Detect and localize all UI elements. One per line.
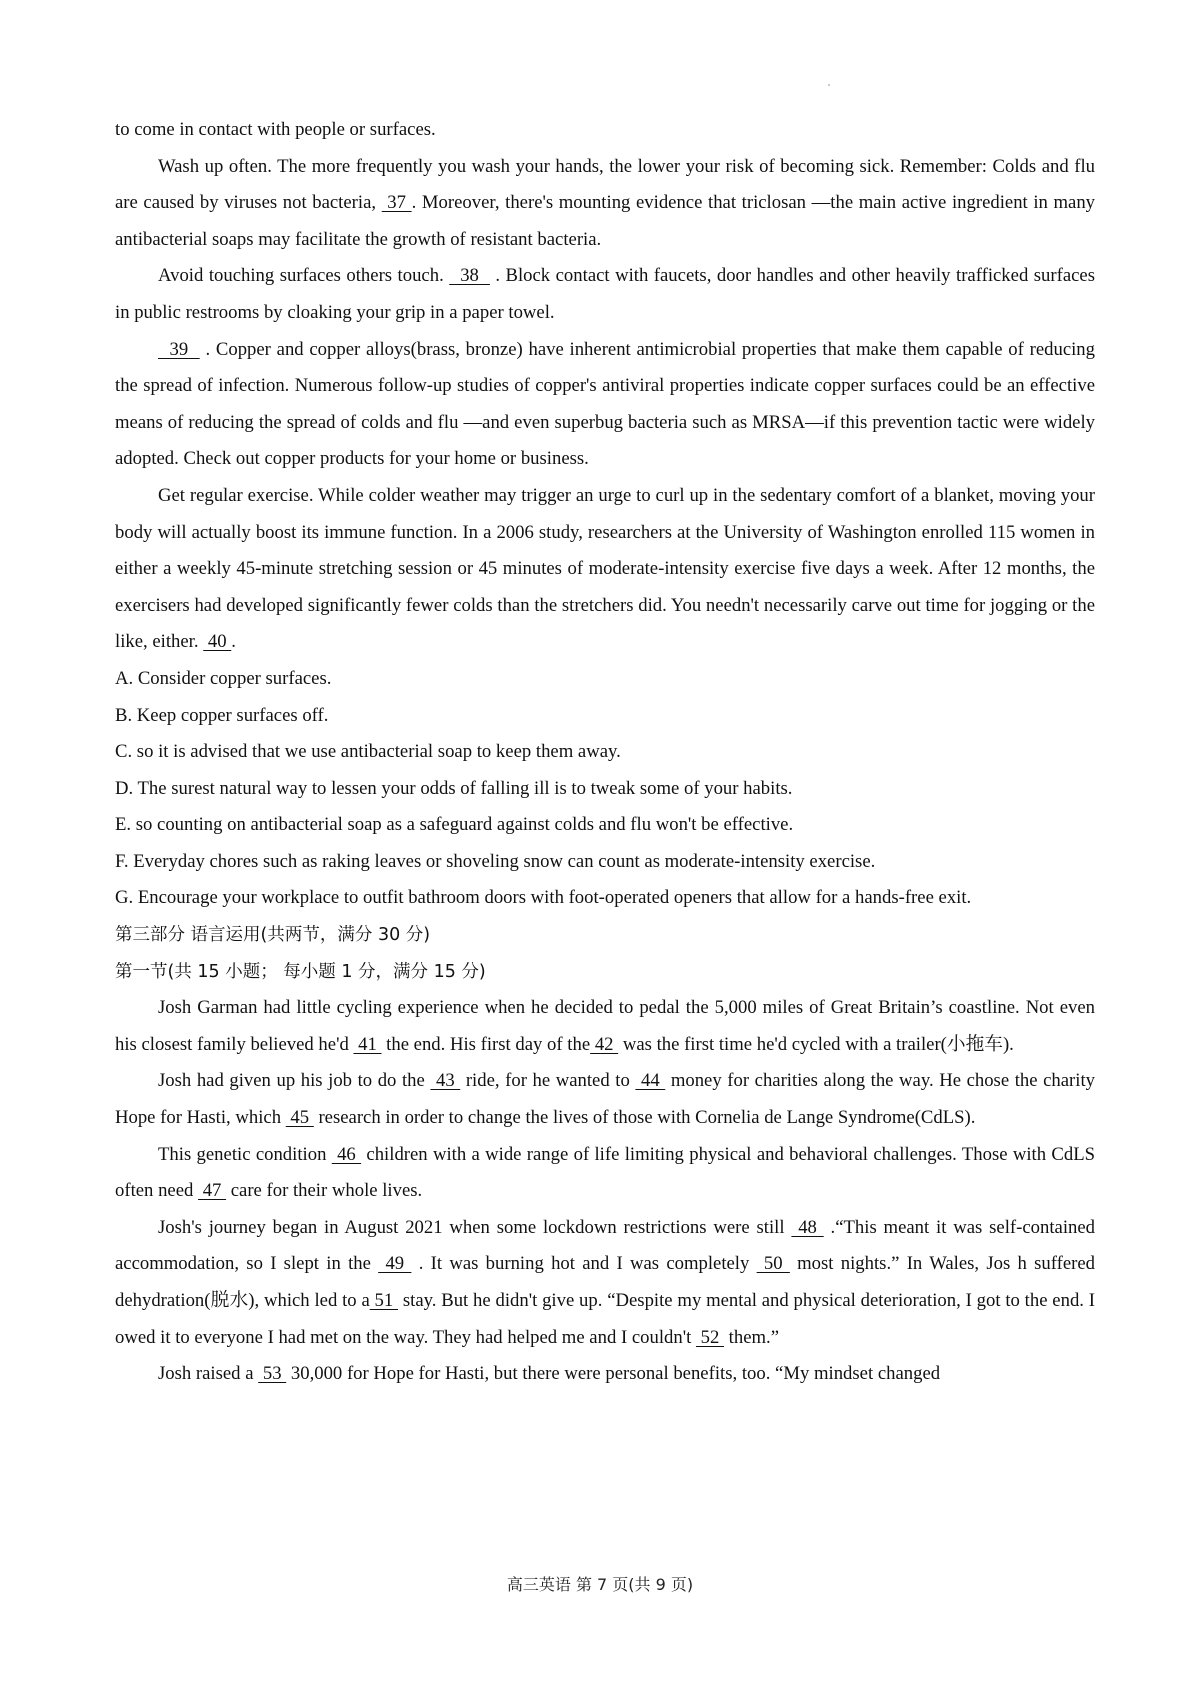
blank-50[interactable]: 50 [756, 1253, 790, 1275]
blank-47[interactable]: 47 [198, 1180, 227, 1202]
text: . It was burning hot and I was completely [411, 1253, 757, 1275]
blank-53[interactable]: 53 [258, 1363, 287, 1385]
scan-speck [828, 84, 830, 86]
text: research in order to change the lives of those with Cornelia de Lange Syndrome(CdLS). [313, 1107, 976, 1129]
blank-52[interactable]: 52 [695, 1326, 724, 1348]
paragraph-wash-up [115, 149, 1095, 259]
blank-45[interactable]: 45 [285, 1107, 314, 1129]
text: . [231, 631, 236, 653]
blank-41[interactable]: 41 [353, 1033, 382, 1055]
text: money for charities along the way. He chose the charity Hope for Hasti, which [115, 1070, 1095, 1129]
paragraph-josh-charity [115, 1063, 1095, 1136]
text: . Block contact with faucets, door handles and other heavily trafficked surfaces in public restrooms by cloaking your grip in a paper towel. [115, 265, 1095, 323]
option-a: A. Consider copper surfaces. [115, 667, 332, 689]
text: . Copper and copper alloys(brass, bronze) have inherent antimicrobial properties that make them capable of reducing the spread of infection. Numerous follow-up studies of copper's antiviral properties indicate copper surfaces could be an effective means of reducing the spread of colds and flu —and even superbug bacteria such as MRSA—if this prevention tactic were widely adopted. Check out copper products for your home or business. [115, 338, 1095, 470]
blank-48[interactable]: 48 [791, 1216, 824, 1238]
paragraph-exercise [115, 478, 1095, 661]
text: Josh Garman had little cycling experience when he decided to pedal the 5,000 miles of Great Britain’s coastline. Not even his closest family believed he'd [115, 997, 1095, 1055]
text: Josh's journey began in August 2021 when some lockdown restrictions were still [158, 1216, 792, 1238]
section-heading: 第三部分 语言运用(共两节，满分 30 分) [115, 925, 431, 946]
paragraph-josh-intro [115, 990, 1095, 1063]
paragraph-continuation: to come in contact with people or surfaces. [115, 119, 436, 140]
option-b: B. Keep copper surfaces off. [115, 704, 329, 726]
blank-44[interactable]: 44 [635, 1070, 666, 1092]
text: Get regular exercise. While colder weather may trigger an urge to curl up in the sedentary comfort of a blanket, moving your body will actually boost its immune function. In a 2006 study, researchers at the University of Washington enrolled 115 women in either a weekly 45-minute stretching session or 45 minutes of moderate-intensity exercise five days a week. After 12 months, the exercisers had developed significantly fewer colds than the stretchers did. You needn't necessarily carve out time for jogging or the like, either. [115, 484, 1095, 653]
blank-49[interactable]: 49 [378, 1253, 412, 1275]
blank-39[interactable]: 39 [158, 338, 200, 360]
paragraph-raised [115, 1356, 1095, 1393]
option-f: F. Everyday chores such as raking leaves or shoveling snow can count as moderate-intensity exercise. [115, 850, 876, 872]
blank-43[interactable]: 43 [430, 1070, 461, 1092]
option-d: D. The surest natural way to lessen your odds of falling ill is to tweak some of your habits. [115, 777, 793, 799]
blank-51[interactable]: 51 [369, 1290, 399, 1311]
text: Avoid touching surfaces others touch. [158, 265, 450, 287]
text: the end. His first day of the [381, 1033, 591, 1055]
text: Josh had given up his job to do the [158, 1070, 431, 1092]
text: was the first time he'd cycled with a trailer(小拖车). [618, 1033, 1014, 1055]
paragraph-cdls [115, 1137, 1095, 1210]
option-g: G. Encourage your workplace to outfit bathroom doors with foot-operated openers that allow for a hands-free exit. [115, 887, 972, 909]
blank-42[interactable]: 42 [590, 1033, 619, 1055]
blank-46[interactable]: 46 [331, 1143, 362, 1165]
document-body [115, 112, 1095, 1393]
text: them.” [723, 1326, 779, 1348]
blank-40[interactable]: 40 [203, 631, 232, 653]
blank-38[interactable]: 38 [449, 265, 490, 287]
page-footer: 高三英语 第 7 页(共 9 页) [506, 1575, 694, 1594]
text: Wash up often. The more frequently you wash your hands, the lower your risk of becoming sick. Remember: Colds and flu are caused by viruses not bacteria, [115, 155, 1095, 214]
subsection-heading: 第一节(共 15 小题； 每小题 1 分，满分 15 分) [115, 961, 486, 982]
text: children with a wide range of life limiting physical and behavioral challenges. Those with CdLS often need [115, 1143, 1095, 1202]
text: care for their whole lives. [226, 1180, 423, 1202]
text: Josh raised a [158, 1363, 259, 1385]
text: ride, for he wanted to [460, 1070, 636, 1092]
text: 30,000 for Hope for Hasti, but there were personal benefits, too. “My mindset changed [286, 1363, 941, 1385]
blank-37[interactable]: 37 [381, 192, 412, 214]
option-e: E. so counting on antibacterial soap as a safeguard against colds and flu won't be effective. [115, 814, 794, 836]
text: .“This meant it was self-contained accommodation, so I slept in the [115, 1216, 1095, 1275]
text: stay. But he didn't give up. “Despite my mental and physical deterioration, I got to the end. I owed it to everyone I had met on the way. They had helped me and I couldn't [115, 1290, 1095, 1348]
paragraph-journey [115, 1210, 1095, 1356]
text: . Moreover, there's mounting evidence that triclosan —the main active ingredient in many antibacterial soaps may facilitate the growth of resistant bacteria. [115, 192, 1096, 250]
text: most nights.” In Wales, Jos h suffered dehydration(脱水), which led to a [115, 1253, 1096, 1311]
paragraph-avoid-touching [115, 258, 1095, 331]
text: This genetic condition [158, 1143, 332, 1165]
paragraph-copper [115, 332, 1095, 478]
option-c: C. so it is advised that we use antibacterial soap to keep them away. [115, 741, 621, 763]
